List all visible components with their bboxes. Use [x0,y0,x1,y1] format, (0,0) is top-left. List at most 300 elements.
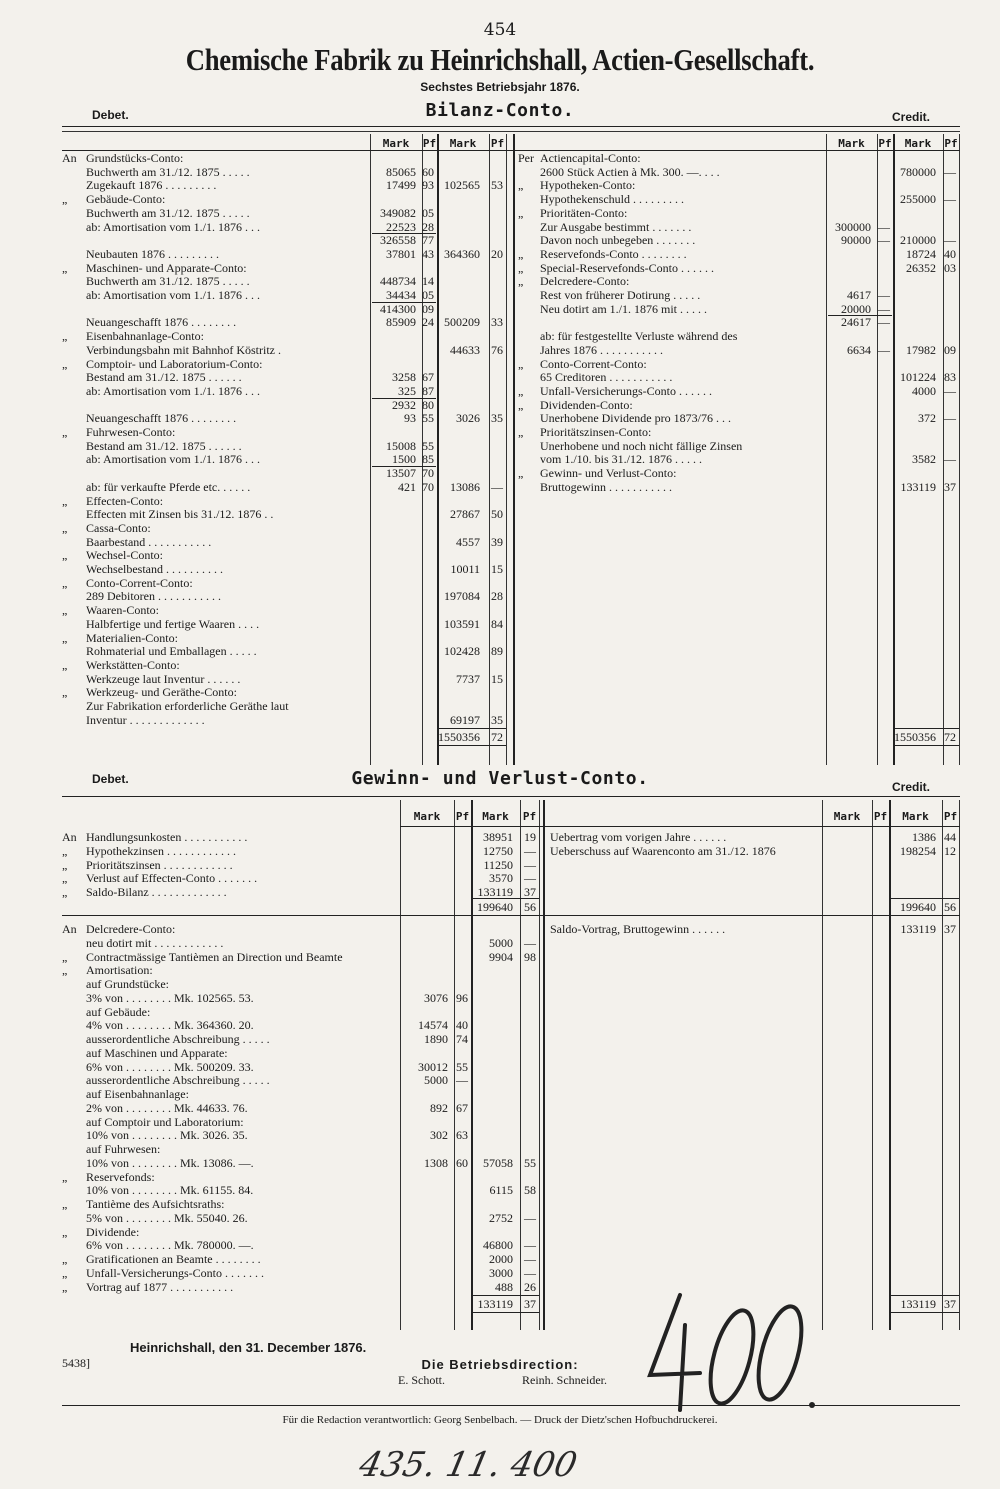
total-mark: 12750 [483,843,513,858]
sub-pf: 85 [422,452,434,467]
total-mark: 372 [918,411,936,426]
ledger-row [0,329,1000,343]
sub-pf: 93 [422,178,434,193]
sum-rule [471,898,539,899]
sub-mark: 6634 [847,342,871,357]
sum-rule [471,1295,539,1296]
total-pf: — [524,1252,536,1266]
ledger-row [0,507,1000,521]
sub-mark: 448734 [380,274,416,289]
row-description: Waaren-Conto: [86,603,160,618]
ledger-row [0,562,1000,576]
sub-pf: 74 [456,1032,468,1046]
total-pf: 58 [524,1183,536,1198]
row-prefix: „ [62,520,68,535]
row-description: Buchwerth am 31./12. 1875 . . . . . [86,164,250,179]
row-description: Neuangeschafft 1876 . . . . . . . . [86,411,237,426]
ledger-row [0,1046,1000,1060]
sub-mark: 34434 [386,288,416,302]
row-prefix: An [62,830,77,844]
ledger-row [0,699,1000,713]
row-description: Neu dotirt am 1./1. 1876 mit . . . . . [540,301,707,316]
row-description: Materialien-Conto: [86,630,178,645]
sub-mark: 93 [404,411,416,426]
pf-header: Pf [490,137,505,150]
total-mark: 198254 [900,843,936,858]
total-mark: 9904 [489,949,513,964]
sub-mark: 1890 [424,1032,448,1046]
row-prefix: „ [518,246,524,261]
imprint-line: Für die Redaction verantwortlich: Georg Senbelbach. — Druck der Dietz'schen Hofbuchdruckerei. [282,1414,718,1426]
row-description: Baarbestand . . . . . . . . . . . [86,534,212,549]
ledger-row [0,288,1000,302]
ledger-row [0,1238,1000,1252]
row-prefix: An [62,151,77,165]
ledger-row [0,343,1000,357]
total-mark: 46800 [483,1238,513,1253]
rule [62,1405,960,1406]
mark-header: Mark [382,137,410,150]
row-description: Grundstücks-Conto: [86,151,184,165]
ledger-row [0,1005,1000,1019]
ledger-row [0,631,1000,645]
sub-pf: 05 [422,205,434,220]
sum-rule [828,315,892,316]
row-description: Prioritäten-Conto: [540,205,628,220]
row-description: Reservefonds: [86,1169,155,1184]
sub-pf: 55 [422,438,434,453]
mark-header: Mark [413,810,441,823]
sub-pf: 70 [422,479,434,494]
document-subtitle: Sechstes Betriebsjahr 1876. [420,80,580,94]
row-prefix: „ [518,397,524,412]
row-description: Davon noch unbegeben . . . . . . . [540,233,696,248]
gv-credit-label: Credit. [892,780,931,794]
pf-header: Pf [422,137,437,150]
row-description: 6% von . . . . . . . . Mk. 780000. —. [86,1238,254,1253]
sub-mark: 349082 [380,205,416,220]
ledger-row [0,384,1000,398]
grand-total-mark: 133119 [477,1297,513,1312]
row-prefix: „ [518,178,524,193]
ledger-row [0,1211,1000,1225]
row-description: 2% von . . . . . . . . Mk. 44633. 76. [86,1100,248,1115]
ledger-row [0,315,1000,329]
total-mark: 101224 [900,370,936,385]
total-pf: 50 [491,507,503,522]
reference-number: 5438] [62,1356,90,1370]
sub-pf: 05 [422,288,434,302]
ledger-row [0,1170,1000,1184]
total-mark: 10011 [450,562,480,576]
row-description: Saldo-Vortrag, Bruttogewinn . . . . . . [550,922,726,936]
total-pf: — [491,479,503,494]
row-prefix: „ [62,1197,68,1211]
sub-pf: 24 [422,315,434,330]
row-description: 2600 Stück Actien à Mk. 300. —. . . . [540,164,720,179]
total-mark: 255000 [900,192,936,207]
sub-mark: 302 [430,1128,448,1143]
row-description: Saldo-Bilanz . . . . . . . . . . . . . [86,885,227,900]
row-description: Dividenden-Conto: [540,397,633,412]
total-pf: — [944,452,956,467]
total-mark: 500209 [444,315,480,330]
row-description: Vortrag auf 1877 . . . . . . . . . . . [86,1279,234,1294]
handwritten-number-400 [640,1285,820,1425]
sub-pf: 55 [456,1059,468,1074]
grand-total-mark: 1550356 [438,730,480,745]
total-pf: 37 [944,922,956,936]
ledger-row [0,192,1000,206]
total-pf: — [944,192,956,207]
pf-header: Pf [944,137,958,150]
grand-total-mark: 199640 [900,900,936,914]
row-description: Dividende: [86,1224,140,1239]
row-prefix: Per [518,151,534,165]
total-mark: 102428 [444,644,480,659]
row-description: auf Grundstücke: [86,977,169,991]
row-prefix: „ [62,329,68,344]
row-prefix: „ [62,963,68,978]
row-description: Zugekauft 1876 . . . . . . . . . [86,178,217,193]
ledger-row [0,206,1000,220]
ledger-row [0,603,1000,617]
row-prefix: „ [518,205,524,220]
total-pf: 39 [491,534,503,549]
row-description: Buchwerth am 31./12. 1875 . . . . . [86,205,250,220]
grand-total-mark: 1550356 [894,730,936,745]
grand-total-pf: 72 [491,730,503,745]
sub-mark: 2932 [392,397,416,412]
row-description: Inventur . . . . . . . . . . . . . [86,712,205,727]
ledger-row [0,370,1000,384]
total-pf: — [944,383,956,398]
ledger-row [0,1252,1000,1266]
row-description: Wechselbestand . . . . . . . . . . [86,562,224,576]
sum-rule [889,1312,959,1313]
row-description: Verlust auf Effecten-Conto . . . . . . . [86,871,258,886]
pf-header: Pf [878,137,892,150]
ledger-row [0,274,1000,288]
ledger-row [0,1280,1000,1294]
sub-mark: 85909 [386,315,416,330]
mark-header: Mark [482,810,509,823]
total-mark: 197084 [444,589,480,604]
sub-pf: 43 [422,246,434,261]
grand-total-pf: 37 [524,1297,536,1312]
grand-total-pf: 72 [944,730,956,745]
row-description: Effecten mit Zinsen bis 31./12. 1876 . . [86,507,274,522]
row-prefix: „ [518,356,524,371]
row-description: Werkzeuge laut Inventur . . . . . . [86,671,241,686]
total-mark: 210000 [900,233,936,248]
ledger-row [0,480,1000,494]
ledger-row [0,589,1000,603]
sub-mark: 892 [430,1100,448,1115]
total-mark: 4000 [912,383,936,398]
row-description: Rest von früherer Dotirung . . . . . [540,288,701,302]
ledger-row [0,521,1000,535]
row-description: ab: Amortisation vom 1./1. 1876 . . . [86,219,260,234]
sub-pf: 40 [456,1018,468,1033]
sub-pf: 63 [456,1128,468,1143]
row-description: Comptoir- und Laboratorium-Conto: [86,356,263,371]
row-description: Contractmässige Tantièmen an Direction und Beamte [86,949,343,964]
total-pf: — [524,843,536,858]
ledger-row [0,1032,1000,1046]
row-description: auf Eisenbahnanlage: [86,1087,189,1101]
total-mark: 780000 [900,164,936,179]
row-description: Unfall-Versicherungs-Conto . . . . . . . [86,1265,264,1280]
ledger-row [0,233,1000,247]
ledger-row [0,165,1000,179]
row-description: Handlungsunkosten . . . . . . . . . . . [86,830,248,844]
sub-mark: 15008 [386,438,416,453]
sum-rule [372,233,436,234]
mark-header: Mark [449,137,477,150]
ledger-row [0,576,1000,590]
total-pf: 12 [944,843,956,858]
row-description: Halbfertige und fertige Waaren . . . . [86,616,260,631]
row-description: ausserordentliche Abschreibung . . . . . [86,1073,270,1088]
sub-mark: 1500 [392,452,416,467]
sub-mark: 421 [398,479,416,494]
row-description: Tantième des Aufsichtsraths: [86,1197,225,1211]
total-pf: 09 [944,342,956,357]
ledger-row [0,1197,1000,1211]
mark-header: Mark [904,137,932,150]
total-mark: 133119 [477,885,513,900]
row-description: 289 Debitoren . . . . . . . . . . . [86,589,221,604]
total-mark: 57058 [483,1155,513,1170]
mark-header: Mark [902,810,929,823]
row-description: auf Fuhrwesen: [86,1142,161,1156]
row-description: Unerhobene Dividende pro 1873/76 . . . [540,411,731,426]
row-description: Hypothekzinsen . . . . . . . . . . . . [86,843,236,858]
sum-rule [893,745,959,746]
ledger-row [0,151,1000,165]
total-mark: 11250 [483,857,513,872]
row-description: auf Maschinen und Apparate: [86,1045,228,1060]
sub-pf: 09 [422,301,434,316]
total-pf: 15 [491,671,503,686]
ledger-row [0,685,1000,699]
total-pf: — [944,233,956,248]
row-description: Gebäude-Conto: [86,192,166,207]
row-prefix: „ [62,857,68,872]
sub-pf: — [878,315,890,330]
sub-pf: 60 [456,1155,468,1170]
ledger-row [0,858,1000,872]
sub-mark: 4617 [847,288,871,302]
row-prefix: „ [518,274,524,289]
row-description: Fuhrwesen-Conto: [86,425,176,439]
ledger-row [0,411,1000,425]
row-description: Delcredere-Conto: [86,922,176,936]
row-description: ab: Amortisation vom 1./1. 1876 . . . [86,383,260,398]
ledger-row [0,936,1000,950]
sub-mark: 300000 [835,219,871,234]
total-pf: 35 [491,411,503,426]
total-pf: 19 [524,830,536,844]
ledger-row [0,1018,1000,1032]
row-prefix: „ [62,425,68,439]
total-mark: 3570 [489,871,513,886]
ledger-row [0,658,1000,672]
total-pf: — [524,857,536,872]
total-pf: 20 [491,246,503,261]
sub-pf: — [878,288,890,302]
row-description: Actiencapital-Conto: [540,151,641,165]
total-pf: 44 [944,830,956,844]
bilanz-title: Bilanz-Conto. [425,100,575,121]
grand-total-mark: 199640 [477,900,513,914]
row-description: Prioritätszinsen . . . . . . . . . . . . [86,857,233,872]
row-description: Werkzeug- und Geräthe-Conto: [86,685,237,700]
row-description: Neuangeschafft 1876 . . . . . . . . [86,315,237,330]
row-prefix: „ [518,425,524,439]
total-pf: — [524,935,536,950]
total-pf: — [944,164,956,179]
ledger-row [0,1128,1000,1142]
ledger-row [0,302,1000,316]
row-description: Gewinn- und Verlust-Conto: [540,466,677,481]
ledger-row [0,991,1000,1005]
total-mark: 3026 [456,411,480,426]
pf-header: Pf [873,810,888,823]
sub-pf: — [878,219,890,234]
total-mark: 18724 [906,246,936,261]
row-description: 10% von . . . . . . . . Mk. 13086. —. [86,1155,254,1170]
row-prefix: „ [62,843,68,858]
row-description: Effecten-Conto: [86,493,164,508]
sub-mark: 326558 [380,233,416,248]
total-mark: 27867 [450,507,480,522]
row-prefix: „ [62,871,68,886]
sub-pf: 60 [422,164,434,179]
signer-schneider: Reinh. Schneider. [522,1373,607,1387]
row-prefix: „ [62,885,68,900]
sum-rule [62,915,960,916]
row-prefix: „ [62,356,68,371]
sub-mark: 85065 [386,164,416,179]
ledger-row [0,425,1000,439]
row-description: Zur Ausgabe bestimmt . . . . . . . [540,219,692,234]
row-prefix: „ [62,260,68,275]
row-description: neu dotirt mit . . . . . . . . . . . . [86,935,224,950]
total-mark: 13086 [450,479,480,494]
ledger-row [0,1142,1000,1156]
row-description: 65 Creditoren . . . . . . . . . . . [540,370,673,385]
row-description: 10% von . . . . . . . . Mk. 61155. 84. [86,1183,254,1198]
row-description: Buchwerth am 31./12. 1875 . . . . . [86,274,250,289]
ledger-row [0,178,1000,192]
sub-pf: 87 [422,383,434,398]
ledger-row [0,1183,1000,1197]
rule [62,126,960,127]
ledger-row [0,1266,1000,1280]
row-prefix: „ [62,1279,68,1294]
total-pf: 55 [524,1155,536,1170]
total-pf: 37 [524,885,536,900]
row-prefix: „ [62,685,68,700]
row-description: auf Gebäude: [86,1004,151,1019]
pf-header: Pf [522,810,537,823]
ledger-row [0,950,1000,964]
ledger-row [0,494,1000,508]
sub-pf: 77 [422,233,434,248]
ledger-row [0,844,1000,858]
ledger-row [0,535,1000,549]
sub-mark: 30012 [418,1059,448,1074]
row-description: auf Comptoir und Laboratorium: [86,1114,244,1129]
total-pf: 40 [944,246,956,261]
total-mark: 1386 [912,830,936,844]
total-mark: 26352 [906,260,936,275]
row-description: Conto-Corrent-Conto: [86,575,193,590]
row-description: Unerhobene und noch nicht fällige Zinsen [540,438,743,453]
row-description: Jahres 1876 . . . . . . . . . . . [540,342,663,357]
ledger-row [0,871,1000,885]
sub-mark: 3258 [392,370,416,385]
total-pf: 37 [944,479,956,494]
ledger-row [0,977,1000,991]
rule [62,131,960,132]
row-description: Cassa-Conto: [86,520,151,535]
total-pf: — [524,1265,536,1280]
row-prefix: „ [62,575,68,590]
sum-rule [471,1312,539,1313]
row-prefix: „ [62,657,68,672]
ledger-row [0,220,1000,234]
row-description: Special-Reservefonds-Conto . . . . . . [540,260,714,275]
total-pf: — [944,411,956,426]
row-description: Reservefonds-Conto . . . . . . . . [540,246,687,261]
row-prefix: „ [518,260,524,275]
total-pf: — [524,1210,536,1225]
row-description: 6% von . . . . . . . . Mk. 500209. 33. [86,1059,254,1074]
row-description: Eisenbahnanlage-Conto: [86,329,204,344]
row-description: Bestand am 31./12. 1875 . . . . . . [86,370,242,385]
total-mark: 2752 [489,1210,513,1225]
row-prefix: „ [62,1169,68,1184]
row-prefix: „ [62,548,68,563]
ledger-row [0,452,1000,466]
row-prefix: „ [62,1252,68,1266]
row-description: Hypothekenschuld . . . . . . . . . [540,192,684,207]
row-description: Wechsel-Conto: [86,548,164,563]
page-number: 454 [483,20,517,40]
total-mark: 7737 [456,671,480,686]
row-description: 4% von . . . . . . . . Mk. 364360. 20. [86,1018,254,1033]
mark-header: Mark [838,137,865,150]
total-mark: 3582 [912,452,936,467]
mark-header: Mark [833,810,861,823]
sub-pf: — [456,1073,468,1088]
ledger-row [0,1156,1000,1170]
total-mark: 6115 [489,1183,513,1198]
place-date: Heinrichshall, den 31. December 1876. [130,1340,367,1355]
row-description: Uebertrag vom vorigen Jahre . . . . . . [550,830,727,844]
row-description: vom 1./10. bis 31./12. 1876 . . . . . [540,452,703,467]
ledger-row [0,548,1000,562]
total-pf: 33 [491,315,503,330]
sum-rule [437,728,506,729]
row-description: Unfall-Versicherungs-Conto . . . . . . [540,383,712,398]
sub-pf: — [878,301,890,316]
total-mark: 488 [495,1279,513,1294]
ledger-row [0,1073,1000,1087]
